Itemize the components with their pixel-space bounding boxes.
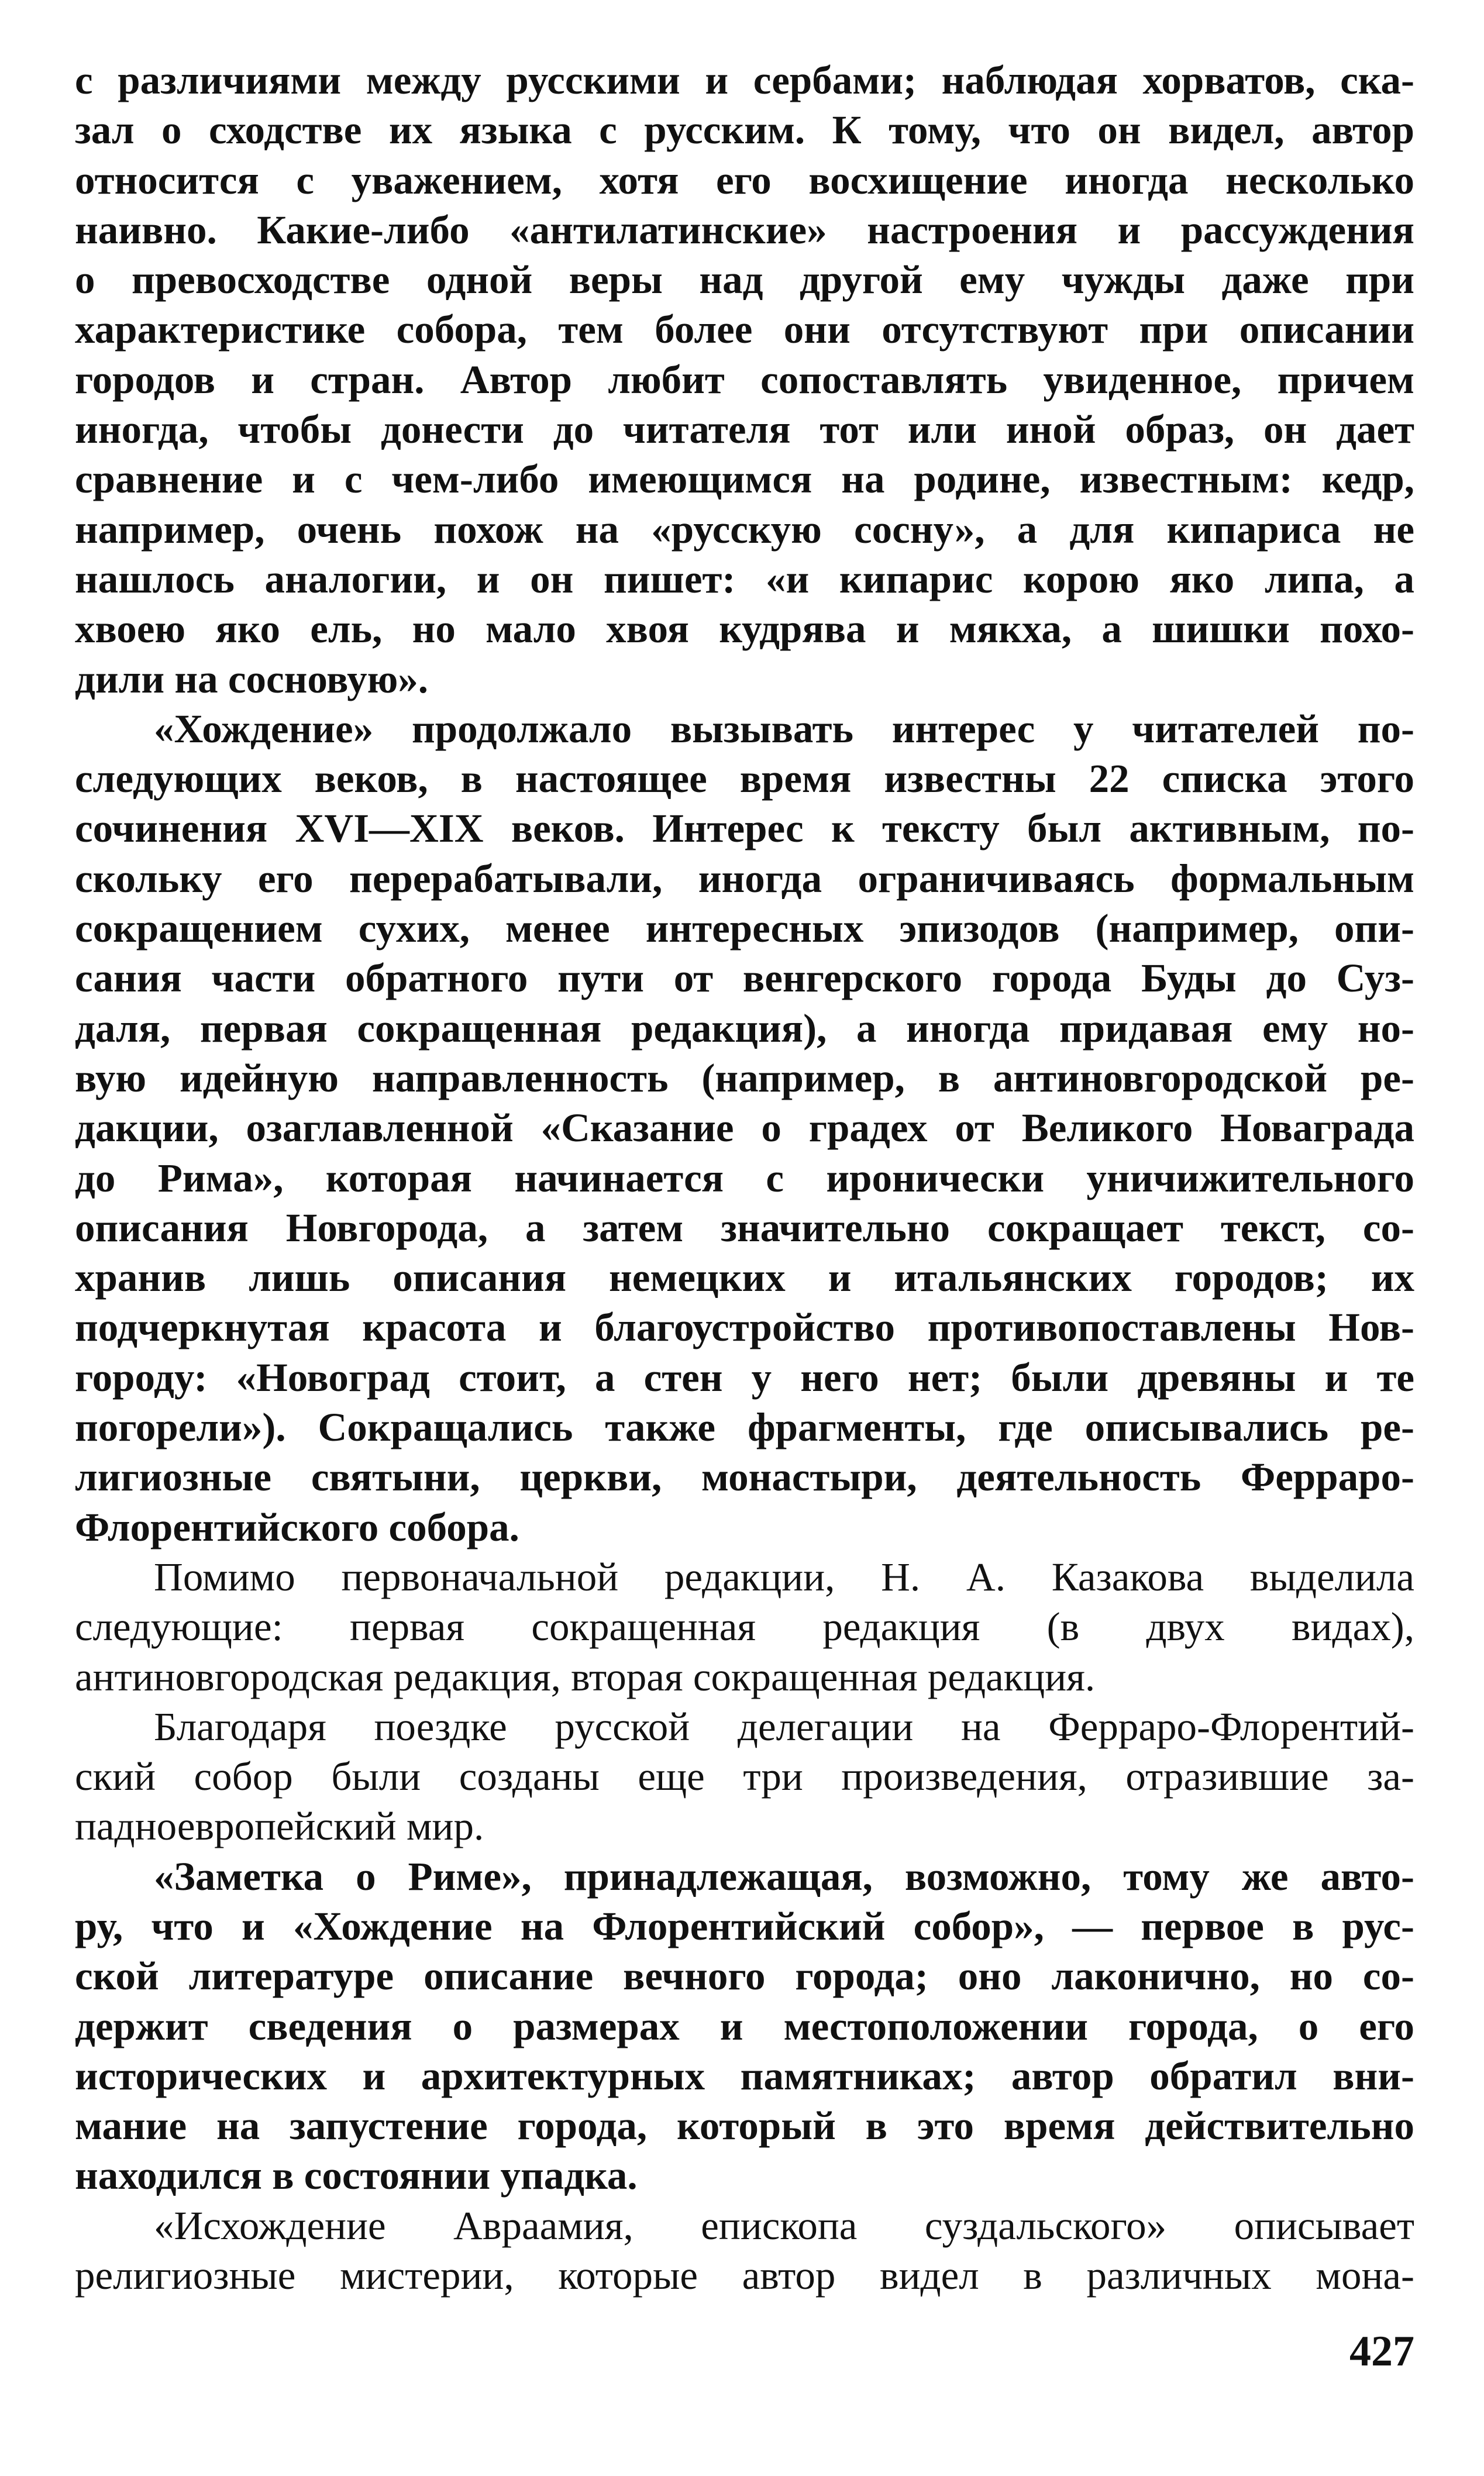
text-line: городу: «Новоград стоит, а стен у него нет; были древяны и те <box>75 1355 1414 1400</box>
paragraph <box>75 1552 1414 1702</box>
text-line: с различиями между русскими и сербами; наблюдая хорватов, ска- <box>75 58 1414 102</box>
text-line: подчеркнутая красота и благоустройство противопоставлены Нов- <box>75 1305 1414 1350</box>
page-number: 427 <box>1349 2327 1414 2375</box>
text-line: хранив лишь описания немецких и итальянских городов; их <box>75 1255 1414 1300</box>
text-line: скольку его перерабатывали, иногда ограничиваясь формальным <box>75 856 1414 901</box>
text-line: Флорентийского собора. <box>75 1504 519 1549</box>
text-line: Благодаря поездке русской делегации на Ферраро-Флорентий- <box>154 1704 1414 1749</box>
paragraph <box>75 1702 1414 1852</box>
text-line: падноевропейский мир. <box>75 1804 484 1849</box>
text-line: «Хождение» продолжало вызывать интерес у читателей по- <box>154 706 1414 751</box>
text-line: дили на сосновую». <box>75 656 429 701</box>
text-line: зал о сходстве их языка с русским. К тому, что он видел, автор <box>75 108 1414 153</box>
text-line: сочинения XVI—XIX веков. Интерес к тексту был активным, по- <box>75 806 1414 851</box>
paragraph <box>75 704 1414 1552</box>
paragraph <box>75 2201 1414 2301</box>
text-line: следующих веков, в настоящее время известны 22 списка этого <box>75 756 1414 801</box>
book-page <box>75 56 1414 2419</box>
text-line: городов и стран. Автор любит сопоставлять увиденное, причем <box>75 357 1414 402</box>
text-line: сокращением сухих, менее интересных эпизодов (например, опи- <box>75 906 1414 951</box>
text-line: о превосходстве одной веры над другой ему чужды даже при <box>75 257 1414 302</box>
text-line: нашлось аналогии, и он пишет: «и кипарис корою яко липа, а <box>75 556 1414 601</box>
text-line: исторических и архитектурных памятниках; автор обратил вни- <box>75 2053 1414 2098</box>
text-line: дакции, озаглавленной «Сказание о градех от Великого Новаграда <box>75 1106 1414 1151</box>
text-line: характеристике собора, тем более они отсутствуют при описании <box>75 307 1414 352</box>
text-line: «Исхождение Авраамия, епископа суздальского» описывает <box>154 2203 1414 2248</box>
text-line: до Рима», которая начинается с иронически уничижительного <box>75 1155 1414 1200</box>
text-line: сравнение и с чем-либо имеющимся на родине, известным: кедр, <box>75 457 1414 502</box>
text-line: ский собор были созданы еще три произведения, отразившие за- <box>75 1754 1414 1799</box>
paragraph <box>75 1852 1414 2201</box>
text-line: находился в состоянии упадка. <box>75 2153 638 2198</box>
text-line: ру, что и «Хождение на Флорентийский собор», — первое в рус- <box>75 1903 1414 1948</box>
text-line: ской литературе описание вечного города; оно лаконично, но со- <box>75 1954 1414 1999</box>
text-line: наивно. Какие-либо «антилатинские» настроения и рассуждения <box>75 207 1414 252</box>
text-line: религиозные мистерии, которые автор видел в различных мона- <box>75 2253 1414 2298</box>
text-line: иногда, чтобы донести до читателя тот или иной образ, он дает <box>75 407 1414 452</box>
text-line: следующие: первая сокращенная редакция (в двух видах), <box>75 1604 1414 1649</box>
text-line: описания Новгорода, а затем значительно сокращает текст, со- <box>75 1205 1414 1250</box>
text-line: антиновгородская редакция, вторая сокращенная редакция. <box>75 1654 1096 1699</box>
page-body-text <box>75 56 1414 2301</box>
text-line: держит сведения о размерах и местоположении города, о его <box>75 2003 1414 2048</box>
text-line: Помимо первоначальной редакции, Н. А. Казакова выделила <box>154 1554 1414 1599</box>
text-line: вую идейную направленность (например, в антиновгородской ре- <box>75 1055 1414 1100</box>
text-line: например, очень похож на «русскую сосну», а для кипариса не <box>75 507 1414 552</box>
text-line: относится с уважением, хотя его восхищение иногда несколько <box>75 157 1414 202</box>
text-line: мание на запустение города, который в это время действительно <box>75 2103 1414 2148</box>
text-line: даля, первая сокращенная редакция), а иногда придавая ему но- <box>75 1005 1414 1051</box>
text-line: сания части обратного пути от венгерского города Буды до Суз- <box>75 956 1414 1001</box>
paragraph <box>75 56 1414 704</box>
text-line: хвоею яко ель, но мало хвоя кудрява и мякха, а шишки похо- <box>75 607 1414 652</box>
text-line: «Заметка о Риме», принадлежащая, возможно, тому же авто- <box>154 1854 1414 1899</box>
text-line: погорели»). Сокращались также фрагменты, где описывались ре- <box>75 1405 1414 1450</box>
text-line: лигиозные святыни, церкви, монастыри, деятельность Ферраро- <box>75 1455 1414 1500</box>
